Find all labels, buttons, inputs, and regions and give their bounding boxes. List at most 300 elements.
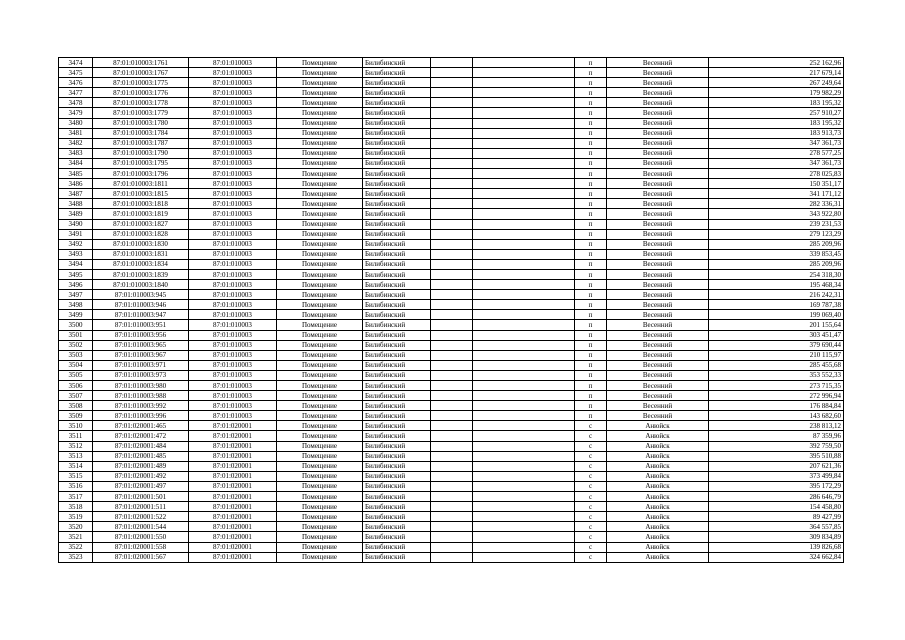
cadastral-value: 347 361,73 (709, 138, 844, 148)
document-table-area (58, 57, 843, 563)
settlement-kind: п (575, 209, 607, 219)
cadastral-quarter: 87:01:020001 (189, 441, 277, 451)
cadastral-value: 392 759,50 (709, 441, 844, 451)
settlement-kind: п (575, 78, 607, 88)
empty-cell (473, 169, 575, 179)
empty-cell (473, 441, 575, 451)
cadastral-number: 87:01:020001:511 (93, 502, 189, 512)
cadastral-quarter: 87:01:010003 (189, 148, 277, 158)
settlement-kind: п (575, 108, 607, 118)
cadastral-number: 87:01:010003:992 (93, 401, 189, 411)
cadastral-value: 183 913,73 (709, 128, 844, 138)
district: Билибинский (363, 158, 431, 168)
cadastral-number: 87:01:010003:1831 (93, 249, 189, 259)
district: Билибинский (363, 98, 431, 108)
settlement-name: Весенний (607, 411, 709, 421)
settlement-kind: п (575, 290, 607, 300)
table-row (59, 148, 844, 158)
empty-cell (431, 280, 473, 290)
settlement-name: Анюйск (607, 481, 709, 491)
cadastral-quarter: 87:01:010003 (189, 219, 277, 229)
settlement-name: Весенний (607, 401, 709, 411)
row-number: 3499 (59, 310, 93, 320)
cadastral-quarter: 87:01:010003 (189, 350, 277, 360)
cadastral-number: 87:01:020001:484 (93, 441, 189, 451)
table-row (59, 78, 844, 88)
object-type: Помещение (277, 280, 363, 290)
settlement-kind: с (575, 441, 607, 451)
district: Билибинский (363, 350, 431, 360)
cadastral-quarter: 87:01:010003 (189, 370, 277, 380)
cadastral-number: 87:01:010003:1779 (93, 108, 189, 118)
settlement-name: Весенний (607, 269, 709, 279)
district: Билибинский (363, 340, 431, 350)
cadastral-value: 143 682,60 (709, 411, 844, 421)
settlement-kind: с (575, 471, 607, 481)
empty-cell (431, 199, 473, 209)
settlement-kind: с (575, 502, 607, 512)
settlement-kind: п (575, 189, 607, 199)
object-type: Помещение (277, 532, 363, 542)
cadastral-quarter: 87:01:020001 (189, 492, 277, 502)
settlement-name: Весенний (607, 229, 709, 239)
empty-cell (431, 401, 473, 411)
district: Билибинский (363, 411, 431, 421)
district: Билибинский (363, 391, 431, 401)
settlement-name: Весенний (607, 68, 709, 78)
empty-cell (431, 98, 473, 108)
empty-cell (431, 58, 473, 68)
cadastral-value: 309 834,89 (709, 532, 844, 542)
table-row (59, 441, 844, 451)
empty-cell (473, 532, 575, 542)
settlement-name: Весенний (607, 98, 709, 108)
row-number: 3505 (59, 370, 93, 380)
empty-cell (431, 451, 473, 461)
settlement-name: Весенний (607, 88, 709, 98)
cadastral-number: 87:01:010003:1827 (93, 219, 189, 229)
empty-cell (473, 310, 575, 320)
cadastral-value: 252 162,96 (709, 58, 844, 68)
row-number: 3477 (59, 88, 93, 98)
object-type: Помещение (277, 158, 363, 168)
district: Билибинский (363, 320, 431, 330)
district: Билибинский (363, 532, 431, 542)
settlement-kind: п (575, 300, 607, 310)
empty-cell (473, 360, 575, 370)
settlement-name: Анюйск (607, 431, 709, 441)
district: Билибинский (363, 199, 431, 209)
cadastral-number: 87:01:010003:1784 (93, 128, 189, 138)
row-number: 3484 (59, 158, 93, 168)
settlement-name: Весенний (607, 199, 709, 209)
empty-cell (431, 148, 473, 158)
table-row (59, 290, 844, 300)
cadastral-quarter: 87:01:010003 (189, 118, 277, 128)
settlement-name: Весенний (607, 128, 709, 138)
row-number: 3490 (59, 219, 93, 229)
settlement-name: Весенний (607, 290, 709, 300)
object-type: Помещение (277, 340, 363, 350)
table-row (59, 552, 844, 562)
district: Билибинский (363, 128, 431, 138)
cadastral-quarter: 87:01:010003 (189, 360, 277, 370)
district: Билибинский (363, 441, 431, 451)
object-type: Помещение (277, 492, 363, 502)
cadastral-quarter: 87:01:020001 (189, 512, 277, 522)
empty-cell (473, 481, 575, 491)
empty-cell (431, 370, 473, 380)
settlement-kind: п (575, 169, 607, 179)
empty-cell (431, 310, 473, 320)
cadastral-number: 87:01:010003:1840 (93, 280, 189, 290)
district: Билибинский (363, 290, 431, 300)
settlement-name: Анюйск (607, 522, 709, 532)
empty-cell (473, 512, 575, 522)
cadastral-number: 87:01:020001:567 (93, 552, 189, 562)
settlement-name: Весенний (607, 381, 709, 391)
empty-cell (431, 209, 473, 219)
cadastral-value: 364 557,85 (709, 522, 844, 532)
district: Билибинский (363, 259, 431, 269)
row-number: 3489 (59, 209, 93, 219)
settlement-name: Весенний (607, 259, 709, 269)
table-row (59, 451, 844, 461)
object-type: Помещение (277, 148, 363, 158)
cadastral-number: 87:01:010003:1796 (93, 169, 189, 179)
table-row (59, 209, 844, 219)
cadastral-value: 139 826,68 (709, 542, 844, 552)
cadastral-value: 183 195,32 (709, 98, 844, 108)
settlement-name: Анюйск (607, 471, 709, 481)
empty-cell (431, 78, 473, 88)
object-type: Помещение (277, 481, 363, 491)
row-number: 3503 (59, 350, 93, 360)
cadastral-number: 87:01:010003:1775 (93, 78, 189, 88)
settlement-name: Весенний (607, 370, 709, 380)
empty-cell (431, 128, 473, 138)
cadastral-number: 87:01:010003:956 (93, 330, 189, 340)
settlement-name: Весенний (607, 360, 709, 370)
empty-cell (473, 209, 575, 219)
settlement-kind: п (575, 128, 607, 138)
settlement-name: Весенний (607, 78, 709, 88)
empty-cell (431, 340, 473, 350)
cadastral-value: 395 510,88 (709, 451, 844, 461)
object-type: Помещение (277, 249, 363, 259)
cadastral-value: 272 996,94 (709, 391, 844, 401)
settlement-name: Весенний (607, 310, 709, 320)
row-number: 3474 (59, 58, 93, 68)
settlement-kind: п (575, 138, 607, 148)
empty-cell (431, 471, 473, 481)
empty-cell (473, 158, 575, 168)
district: Билибинский (363, 492, 431, 502)
district: Билибинский (363, 249, 431, 259)
cadastral-value: 150 351,17 (709, 179, 844, 189)
settlement-name: Анюйск (607, 421, 709, 431)
district: Билибинский (363, 401, 431, 411)
cadastral-value: 201 155,64 (709, 320, 844, 330)
table-row (59, 522, 844, 532)
object-type: Помещение (277, 381, 363, 391)
table-row (59, 542, 844, 552)
empty-cell (473, 58, 575, 68)
table-row (59, 340, 844, 350)
cadastral-quarter: 87:01:020001 (189, 451, 277, 461)
empty-cell (431, 431, 473, 441)
object-type: Помещение (277, 108, 363, 118)
empty-cell (473, 128, 575, 138)
cadastral-number: 87:01:010003:1815 (93, 189, 189, 199)
table-row (59, 58, 844, 68)
empty-cell (473, 269, 575, 279)
table-row (59, 68, 844, 78)
cadastral-value: 216 242,31 (709, 290, 844, 300)
table-row (59, 471, 844, 481)
settlement-name: Весенний (607, 148, 709, 158)
cadastral-quarter: 87:01:010003 (189, 320, 277, 330)
cadastral-value: 285 455,68 (709, 360, 844, 370)
cadastral-quarter: 87:01:010003 (189, 108, 277, 118)
cadastral-quarter: 87:01:020001 (189, 471, 277, 481)
row-number: 3516 (59, 481, 93, 491)
empty-cell (473, 148, 575, 158)
settlement-kind: п (575, 148, 607, 158)
object-type: Помещение (277, 310, 363, 320)
table-row (59, 259, 844, 269)
cadastral-quarter: 87:01:010003 (189, 199, 277, 209)
cadastral-value: 324 662,84 (709, 552, 844, 562)
settlement-kind: п (575, 259, 607, 269)
settlement-kind: п (575, 320, 607, 330)
district: Билибинский (363, 421, 431, 431)
object-type: Помещение (277, 552, 363, 562)
settlement-kind: с (575, 522, 607, 532)
object-type: Помещение (277, 471, 363, 481)
cadastral-value: 395 172,29 (709, 481, 844, 491)
cadastral-number: 87:01:010003:1830 (93, 239, 189, 249)
empty-cell (431, 118, 473, 128)
row-number: 3497 (59, 290, 93, 300)
cadastral-value: 239 231,53 (709, 219, 844, 229)
settlement-name: Весенний (607, 219, 709, 229)
cadastral-value: 339 853,45 (709, 249, 844, 259)
row-number: 3475 (59, 68, 93, 78)
cadastral-number: 87:01:010003:1834 (93, 259, 189, 269)
object-type: Помещение (277, 169, 363, 179)
empty-cell (431, 360, 473, 370)
object-type: Помещение (277, 239, 363, 249)
empty-cell (431, 259, 473, 269)
settlement-kind: п (575, 370, 607, 380)
table-row (59, 169, 844, 179)
object-type: Помещение (277, 68, 363, 78)
settlement-kind: п (575, 88, 607, 98)
empty-cell (431, 88, 473, 98)
cadastral-value: 286 646,79 (709, 492, 844, 502)
object-type: Помещение (277, 370, 363, 380)
table-row (59, 239, 844, 249)
cadastral-value: 169 787,38 (709, 300, 844, 310)
district: Билибинский (363, 360, 431, 370)
empty-cell (431, 138, 473, 148)
object-type: Помещение (277, 138, 363, 148)
object-type: Помещение (277, 259, 363, 269)
cadastral-value: 273 715,35 (709, 381, 844, 391)
empty-cell (473, 88, 575, 98)
object-type: Помещение (277, 179, 363, 189)
district: Билибинский (363, 542, 431, 552)
table-row (59, 300, 844, 310)
row-number: 3511 (59, 431, 93, 441)
district: Билибинский (363, 451, 431, 461)
empty-cell (431, 481, 473, 491)
cadastral-number: 87:01:010003:1818 (93, 199, 189, 209)
settlement-kind: п (575, 219, 607, 229)
empty-cell (473, 431, 575, 441)
settlement-kind: с (575, 492, 607, 502)
empty-cell (431, 350, 473, 360)
empty-cell (431, 330, 473, 340)
empty-cell (473, 411, 575, 421)
table-body (59, 58, 844, 563)
district: Билибинский (363, 189, 431, 199)
district: Билибинский (363, 522, 431, 532)
settlement-kind: п (575, 58, 607, 68)
settlement-name: Весенний (607, 391, 709, 401)
table-row (59, 280, 844, 290)
table-row (59, 481, 844, 491)
row-number: 3491 (59, 229, 93, 239)
district: Билибинский (363, 78, 431, 88)
row-number: 3518 (59, 502, 93, 512)
cadastral-value: 176 884,84 (709, 401, 844, 411)
cadastral-number: 87:01:010003:1780 (93, 118, 189, 128)
cadastral-quarter: 87:01:010003 (189, 158, 277, 168)
table-row (59, 532, 844, 542)
cadastral-number: 87:01:010003:1761 (93, 58, 189, 68)
cadastral-value: 343 922,80 (709, 209, 844, 219)
settlement-name: Весенний (607, 118, 709, 128)
empty-cell (473, 502, 575, 512)
settlement-name: Анюйск (607, 552, 709, 562)
cadastral-quarter: 87:01:020001 (189, 431, 277, 441)
object-type: Помещение (277, 98, 363, 108)
empty-cell (473, 138, 575, 148)
cadastral-value: 267 249,64 (709, 78, 844, 88)
cadastral-quarter: 87:01:010003 (189, 249, 277, 259)
settlement-name: Весенний (607, 340, 709, 350)
district: Билибинский (363, 179, 431, 189)
table-row (59, 199, 844, 209)
cadastral-number: 87:01:020001:522 (93, 512, 189, 522)
object-type: Помещение (277, 542, 363, 552)
table-row (59, 138, 844, 148)
object-type: Помещение (277, 88, 363, 98)
district: Билибинский (363, 512, 431, 522)
empty-cell (431, 269, 473, 279)
empty-cell (473, 401, 575, 411)
empty-cell (473, 179, 575, 189)
empty-cell (431, 492, 473, 502)
district: Билибинский (363, 552, 431, 562)
empty-cell (473, 451, 575, 461)
cadastral-quarter: 87:01:010003 (189, 310, 277, 320)
cadastral-number: 87:01:010003:951 (93, 320, 189, 330)
object-type: Помещение (277, 128, 363, 138)
table-row (59, 219, 844, 229)
row-number: 3498 (59, 300, 93, 310)
cadastral-number: 87:01:010003:1839 (93, 269, 189, 279)
object-type: Помещение (277, 118, 363, 128)
cadastral-quarter: 87:01:020001 (189, 532, 277, 542)
object-type: Помещение (277, 229, 363, 239)
table-row (59, 512, 844, 522)
row-number: 3479 (59, 108, 93, 118)
object-type: Помещение (277, 502, 363, 512)
district: Билибинский (363, 219, 431, 229)
cadastral-number: 87:01:020001:544 (93, 522, 189, 532)
district: Билибинский (363, 68, 431, 78)
settlement-name: Весенний (607, 179, 709, 189)
empty-cell (431, 249, 473, 259)
cadastral-quarter: 87:01:020001 (189, 542, 277, 552)
object-type: Помещение (277, 522, 363, 532)
cadastral-value: 373 499,84 (709, 471, 844, 481)
cadastral-number: 87:01:020001:501 (93, 492, 189, 502)
settlement-kind: п (575, 330, 607, 340)
settlement-name: Анюйск (607, 502, 709, 512)
settlement-name: Весенний (607, 108, 709, 118)
table-row (59, 310, 844, 320)
table-row (59, 98, 844, 108)
empty-cell (473, 118, 575, 128)
empty-cell (431, 542, 473, 552)
object-type: Помещение (277, 350, 363, 360)
empty-cell (473, 370, 575, 380)
row-number: 3493 (59, 249, 93, 259)
table-row (59, 421, 844, 431)
empty-cell (473, 350, 575, 360)
cadastral-number: 87:01:010003:980 (93, 381, 189, 391)
row-number: 3485 (59, 169, 93, 179)
cadastral-value: 87 359,96 (709, 431, 844, 441)
row-number: 3480 (59, 118, 93, 128)
table-row (59, 269, 844, 279)
table-row (59, 320, 844, 330)
settlement-kind: п (575, 310, 607, 320)
object-type: Помещение (277, 512, 363, 522)
empty-cell (473, 552, 575, 562)
settlement-kind: п (575, 280, 607, 290)
cadastral-quarter: 87:01:010003 (189, 58, 277, 68)
row-number: 3482 (59, 138, 93, 148)
district: Билибинский (363, 239, 431, 249)
empty-cell (431, 411, 473, 421)
cadastral-quarter: 87:01:010003 (189, 259, 277, 269)
settlement-kind: п (575, 340, 607, 350)
settlement-kind: п (575, 381, 607, 391)
empty-cell (431, 189, 473, 199)
settlement-kind: п (575, 179, 607, 189)
settlement-kind: с (575, 542, 607, 552)
empty-cell (473, 290, 575, 300)
settlement-name: Весенний (607, 158, 709, 168)
object-type: Помещение (277, 360, 363, 370)
cadastral-number: 87:01:010003:988 (93, 391, 189, 401)
cadastral-value: 207 621,36 (709, 461, 844, 471)
